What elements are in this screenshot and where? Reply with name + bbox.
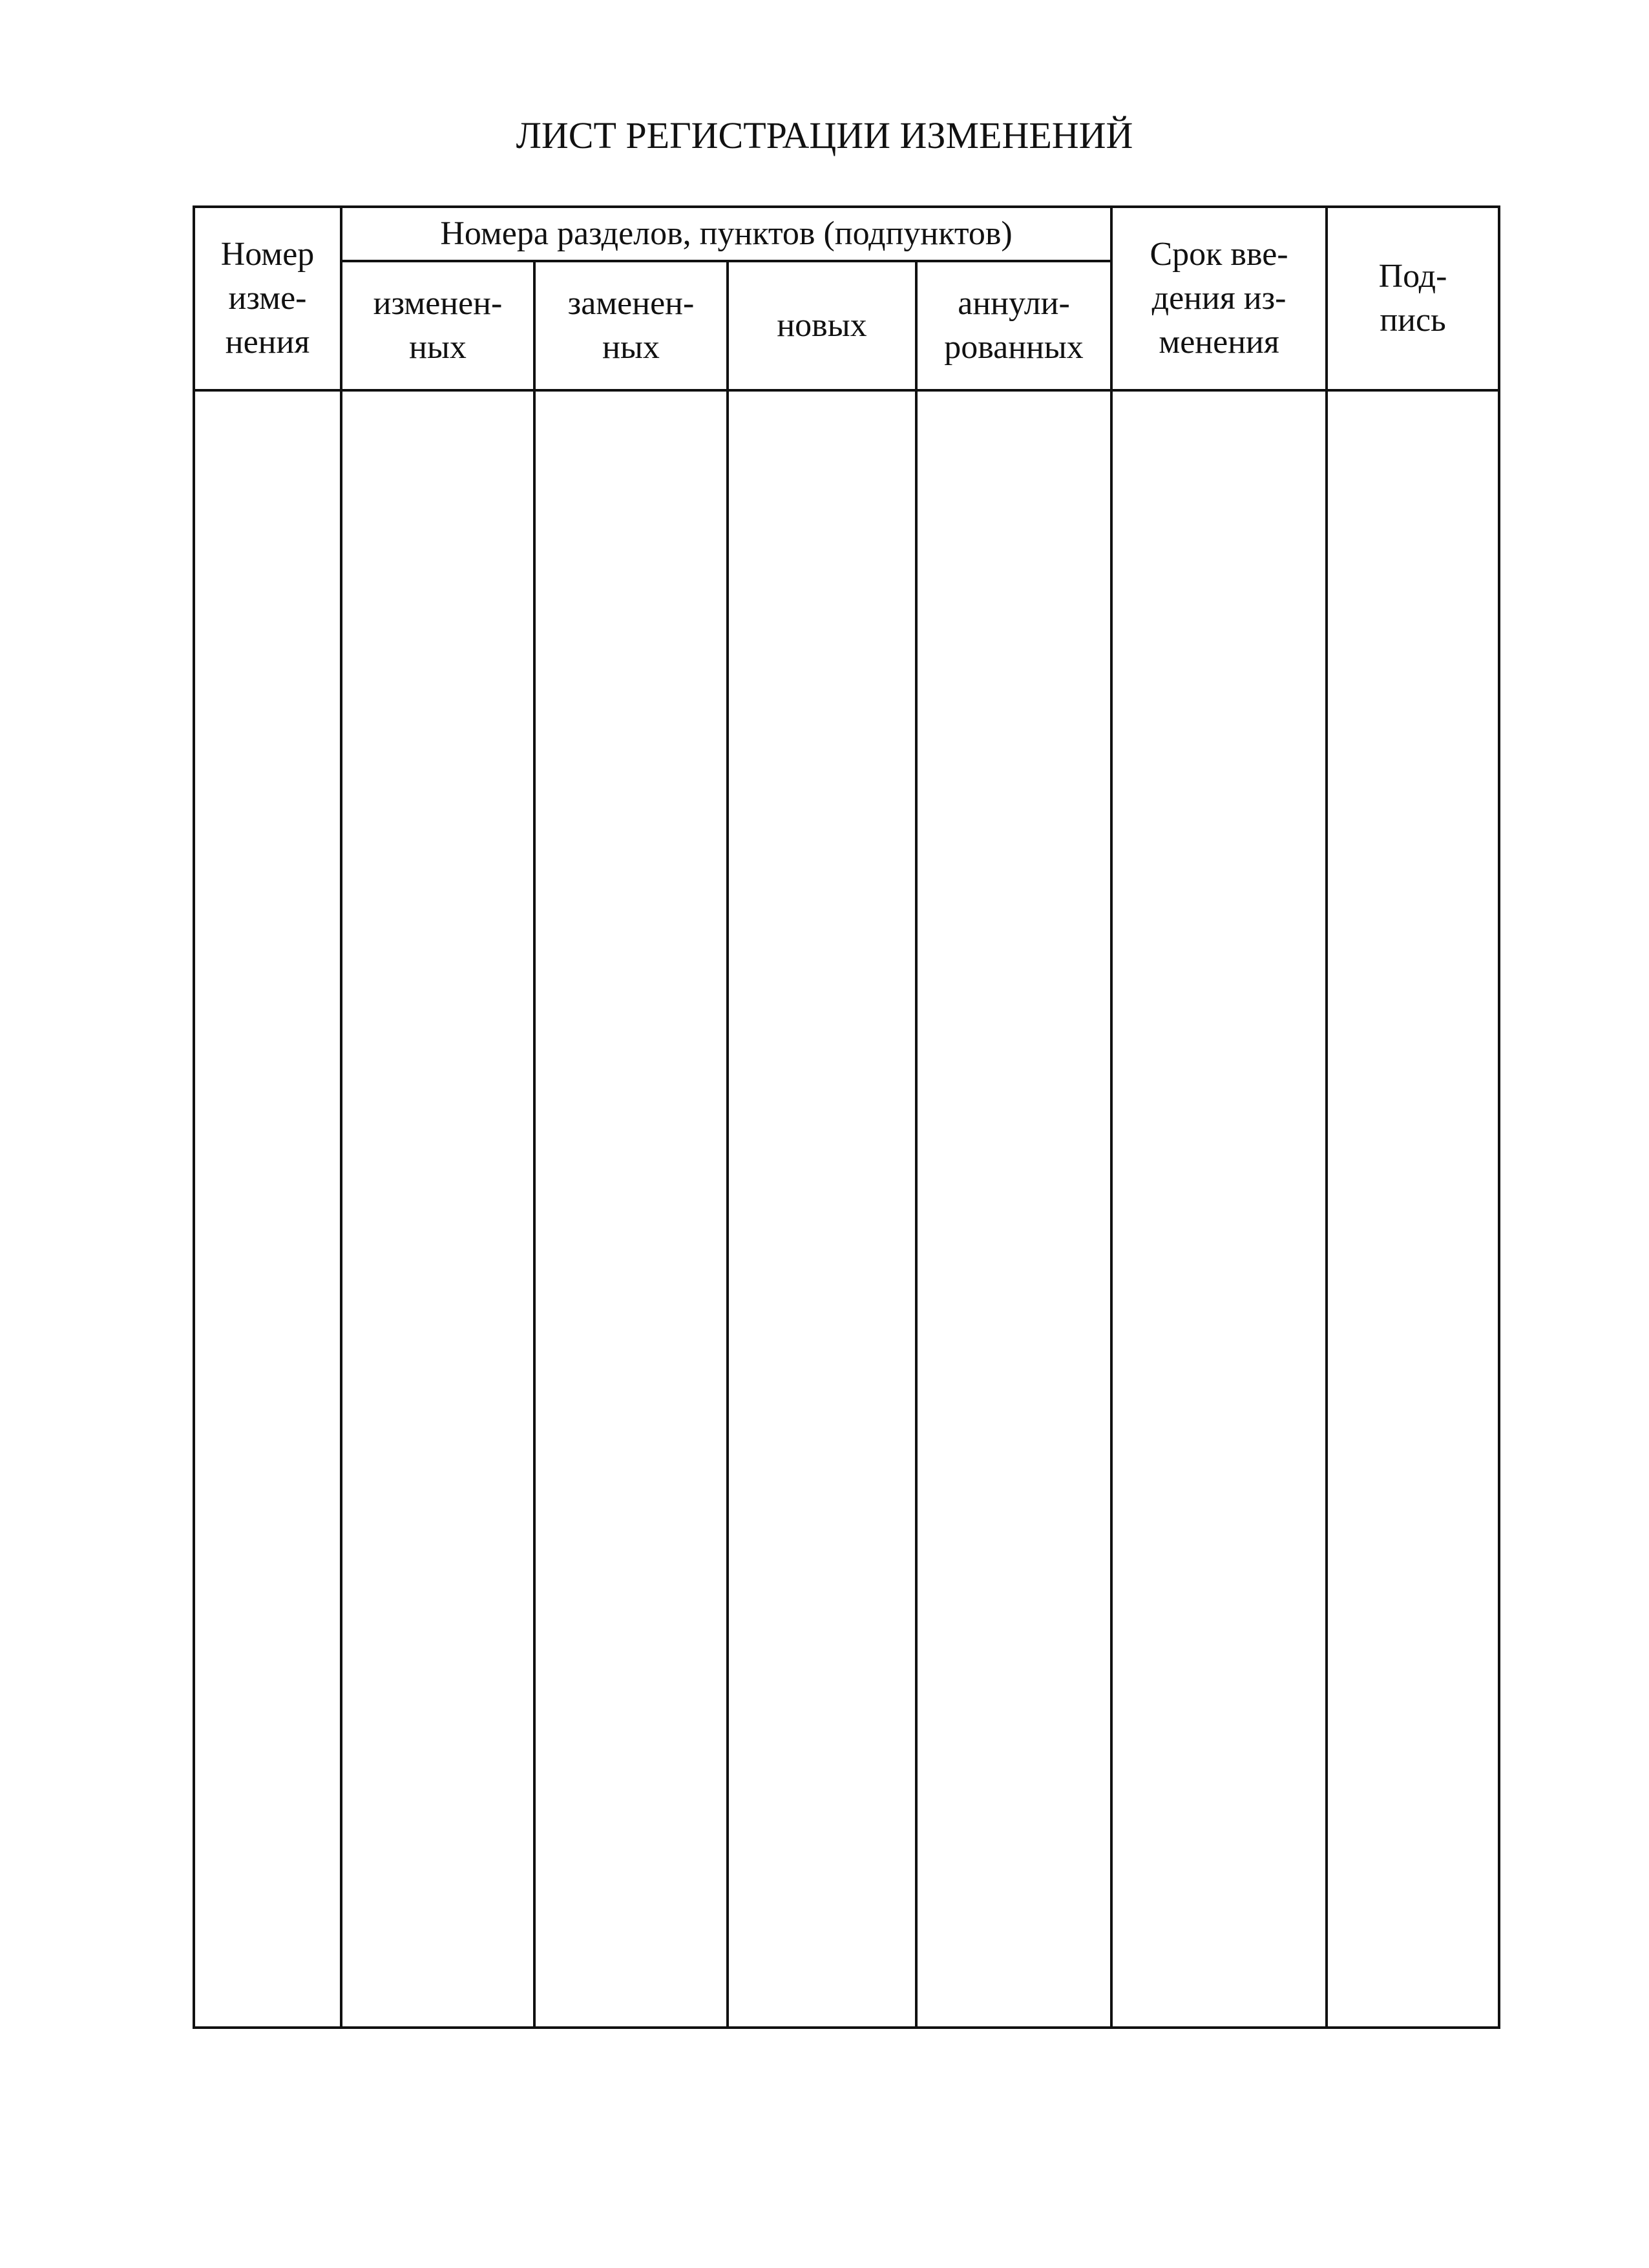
body-cell-deadline[interactable]: [1111, 390, 1327, 2028]
change-registration-table: [193, 205, 1500, 2029]
header-new: [728, 261, 916, 390]
header-replaced-line-1: заменен-: [567, 285, 695, 322]
body-cell-signature[interactable]: [1327, 390, 1499, 2028]
header-deadline-line-2: дения из-: [1151, 280, 1287, 317]
header-new-line-1: новых: [777, 307, 867, 344]
header-row-1: [194, 207, 1499, 261]
header-annulled-line-1: аннули-: [958, 285, 1070, 322]
header-deadline-line-3: менения: [1159, 324, 1279, 361]
body-cell-changed[interactable]: [341, 390, 534, 2028]
header-changed: [341, 261, 534, 390]
header-change-number-line-3: нения: [225, 324, 310, 361]
header-signature-line-1: Под-: [1378, 258, 1447, 295]
header-replaced: [534, 261, 728, 390]
header-deadline-line-1: Срок вве-: [1150, 236, 1288, 273]
table-body-row: [194, 390, 1499, 2028]
body-cell-change-number[interactable]: [194, 390, 341, 2028]
header-annulled-line-2: рованных: [944, 329, 1084, 366]
header-section-numbers: Номера разделов, пунктов (подпунктов): [341, 207, 1111, 261]
body-cell-annulled[interactable]: [916, 390, 1111, 2028]
header-change-number: [194, 207, 341, 390]
page-title: ЛИСТ РЕГИСТРАЦИИ ИЗМЕНЕНИЙ: [516, 114, 1133, 156]
header-annulled: [916, 261, 1111, 390]
body-cell-replaced[interactable]: [534, 390, 728, 2028]
header-signature-line-2: пись: [1380, 302, 1446, 339]
body-cell-new[interactable]: [728, 390, 916, 2028]
header-signature: [1327, 207, 1499, 390]
header-changed-line-2: ных: [409, 329, 467, 366]
header-changed-line-1: изменен-: [373, 285, 503, 322]
header-change-number-line-2: изме-: [228, 280, 307, 317]
header-deadline: [1111, 207, 1327, 390]
header-change-number-line-1: Номер: [220, 236, 315, 273]
header-replaced-line-2: ных: [602, 329, 660, 366]
